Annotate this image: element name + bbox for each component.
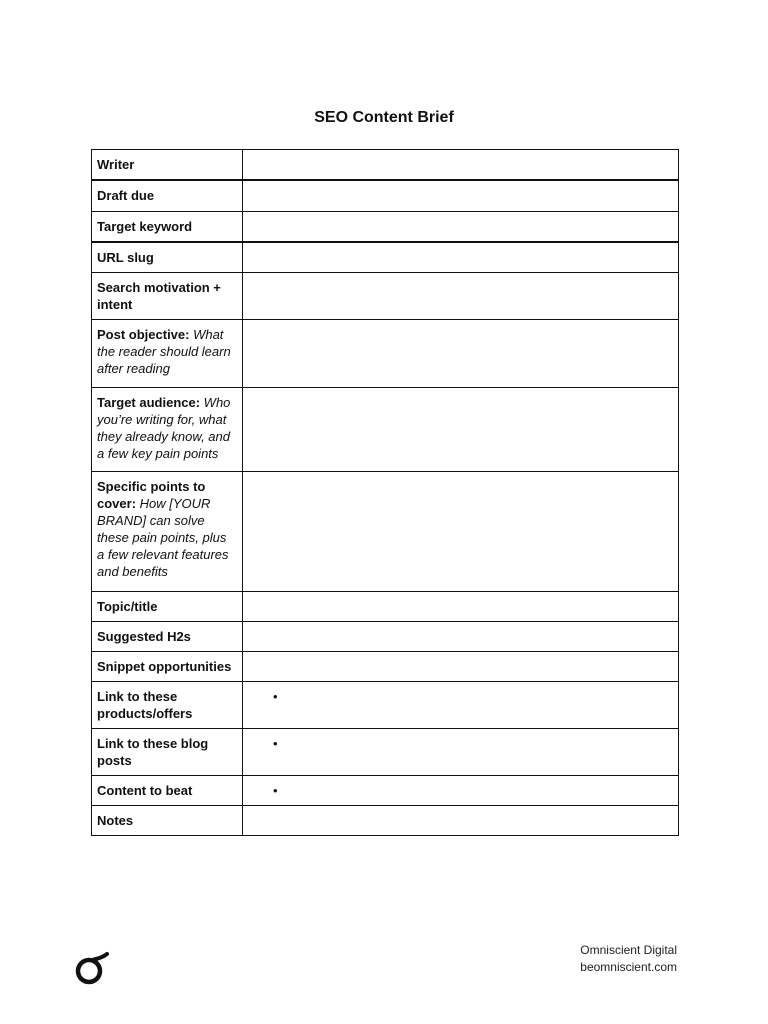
row-label: Draft due xyxy=(97,188,155,203)
row-label: Content to beat xyxy=(97,782,193,798)
table-row xyxy=(92,591,679,621)
row-label-cell xyxy=(92,242,243,273)
table-row xyxy=(92,319,679,387)
row-label-cell xyxy=(92,387,243,471)
bullet: • xyxy=(273,688,278,704)
row-label: Search motivation + intent xyxy=(97,279,221,312)
footer xyxy=(580,942,677,976)
table-row xyxy=(92,728,679,775)
footer-company: Omniscient Digital xyxy=(580,943,677,957)
table-row xyxy=(92,775,679,805)
row-label-cell xyxy=(92,211,243,242)
target-audience-field[interactable] xyxy=(243,387,679,471)
snippet-opportunities-field[interactable] xyxy=(243,651,679,681)
table-row xyxy=(92,211,679,242)
row-label: Specific points to cover: xyxy=(97,478,206,511)
target-keyword-field[interactable] xyxy=(243,211,679,242)
bullet: • xyxy=(273,735,278,751)
specific-points-field[interactable] xyxy=(243,471,679,591)
row-label: Target keyword xyxy=(97,218,193,234)
content-brief-table xyxy=(91,149,679,836)
search-motivation-field[interactable] xyxy=(243,272,679,319)
page-title: SEO Content Brief xyxy=(314,109,454,126)
table-row xyxy=(92,681,679,728)
row-label: Writer xyxy=(97,157,135,172)
row-label: Link to these blog posts xyxy=(97,735,209,768)
notes-field[interactable] xyxy=(243,805,679,835)
row-label-cell xyxy=(92,621,243,651)
row-label-cell xyxy=(92,180,243,211)
row-label: Snippet opportunities xyxy=(97,658,232,674)
row-label-cell xyxy=(92,805,243,835)
table-row xyxy=(92,180,679,211)
suggested-h2s-field[interactable] xyxy=(243,621,679,651)
blog-posts-field[interactable] xyxy=(243,728,679,775)
topic-title-field[interactable] xyxy=(243,591,679,621)
url-slug-field[interactable] xyxy=(243,242,679,273)
footer-website: beomniscient.com xyxy=(580,960,677,974)
row-label-cell xyxy=(92,681,243,728)
table-row xyxy=(92,471,679,591)
table-row xyxy=(92,242,679,273)
table-row xyxy=(92,272,679,319)
post-objective-field[interactable] xyxy=(243,319,679,387)
table-row xyxy=(92,150,679,181)
row-label: Target audience: xyxy=(97,394,201,410)
row-label: Suggested H2s xyxy=(97,628,191,644)
row-label-note: Who you’re writing for, what they already know, and a few key pain points xyxy=(97,394,231,461)
row-label: Notes xyxy=(97,812,134,828)
bullet: • xyxy=(273,782,278,798)
row-label: Link to these products/offers xyxy=(97,688,193,721)
draft-due-field[interactable] xyxy=(243,180,679,211)
row-label-note: How [YOUR BRAND] can solve these pain points, plus a few relevant features and benefits xyxy=(97,495,229,579)
row-label-cell xyxy=(92,319,243,387)
table-row xyxy=(92,387,679,471)
row-label-cell xyxy=(92,728,243,775)
row-label-cell xyxy=(92,150,243,181)
row-label-cell xyxy=(92,272,243,319)
row-label-note: What the reader should learn after reading xyxy=(97,326,231,376)
row-label-cell xyxy=(92,651,243,681)
row-label-cell xyxy=(92,471,243,591)
omniscient-sigma-logo-icon xyxy=(72,946,112,990)
row-label: Post objective: xyxy=(97,326,190,342)
row-label: Topic/title xyxy=(97,598,158,614)
table-row xyxy=(92,805,679,835)
table-row xyxy=(92,651,679,681)
row-label-cell xyxy=(92,591,243,621)
content-to-beat-field[interactable] xyxy=(243,775,679,805)
row-label-cell xyxy=(92,775,243,805)
row-label: URL slug xyxy=(97,249,154,265)
writer-field[interactable] xyxy=(243,150,679,181)
products-offers-field[interactable] xyxy=(243,681,679,728)
table-row xyxy=(92,621,679,651)
